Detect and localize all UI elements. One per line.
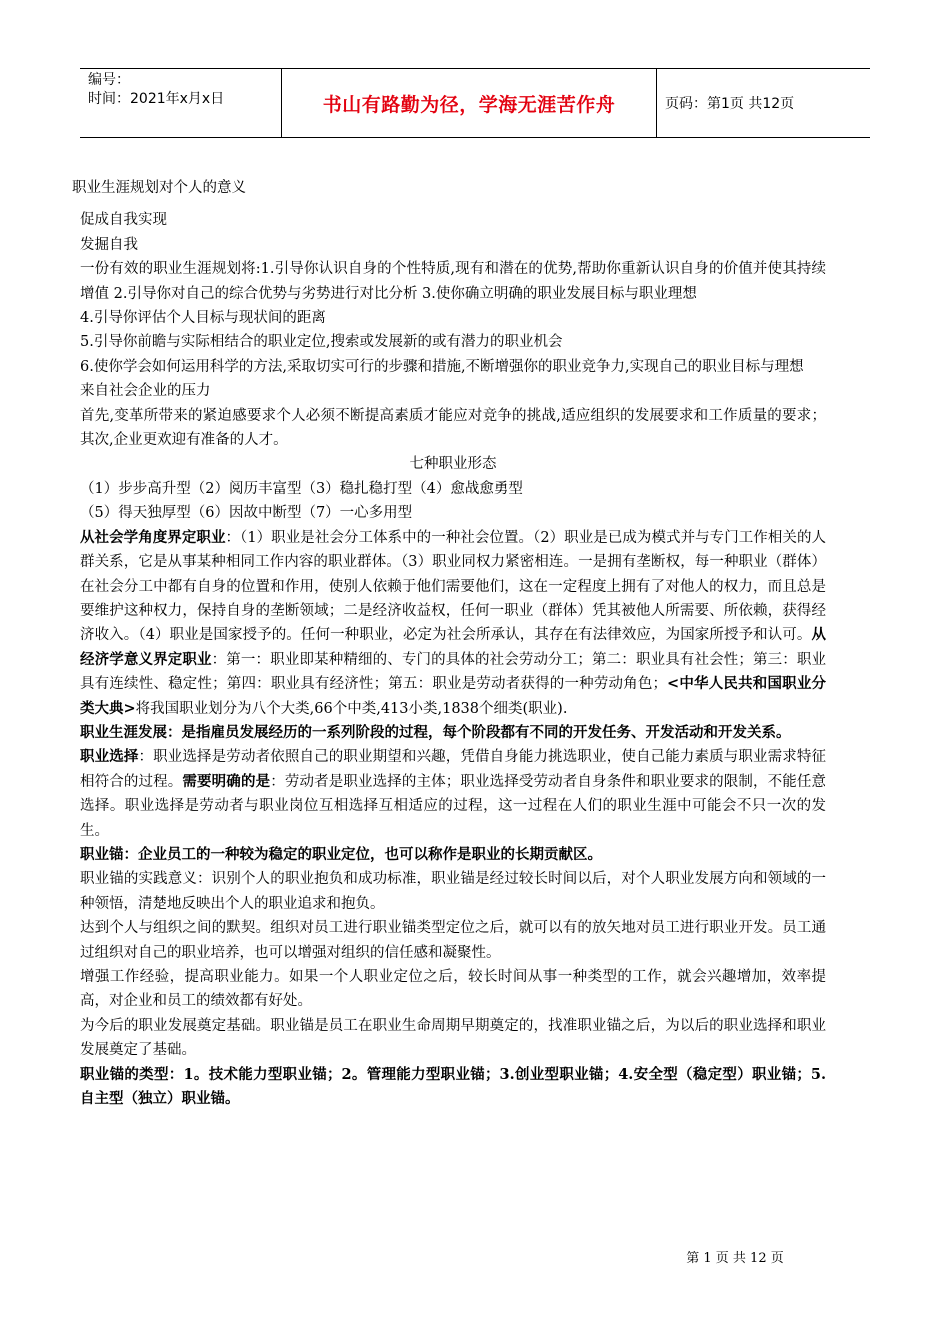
page-footer: 第 1 页 共 12 页 [686, 1251, 784, 1266]
paragraph: 促成自我实现 [80, 212, 167, 229]
paragraph [80, 721, 826, 745]
document-time-label: 时间：2021年x月x日 [88, 91, 225, 107]
header-page-info: 页码：第1页 共12页 [665, 96, 795, 112]
paragraph: （1）步步高升型（2）阅历丰富型（3）稳扎稳打型（4）愈战愈勇型 [80, 480, 523, 497]
header-meta [80, 69, 282, 137]
paragraph: （5）得天独厚型（6）因故中断型（7）一心多用型 [80, 505, 413, 522]
document-header [80, 68, 870, 138]
paragraph: 发掘自我 [80, 236, 138, 253]
section-title: 职业生涯规划对个人的意义 [72, 180, 246, 196]
paragraph-text: ：第一：职业即某种精细的、专门的具体的社会劳动分工；第二：职业具有社会性；第三：职业具有连续性、稳定性；第四：职业具有经济性；第五：职业是劳动者获得的一种劳动角色； [80, 651, 826, 693]
header-motto: 书山有路勤为径，学海无涯苦作舟 [282, 69, 657, 137]
paragraph: 5.引导你前瞻与实际相结合的职业定位,搜索或发展新的或有潜力的职业机会 [80, 334, 563, 351]
document-number-label: 编号： [88, 72, 130, 88]
paragraph: 达到个人与组织之间的默契。组织对员工进行职业锚类型定位之后，就可以有的放矢地对员工进行职业开发。员工通过组织对自己的职业培养，也可以增强对组织的信任感和凝聚性。 [80, 920, 826, 961]
document-body [72, 176, 827, 1111]
paragraph: 首先,变革所带来的紧迫感要求个人必须不断提高素质才能应对竞争的挑战,适应组织的发展要求和工作质量的要求；其次,企业更欢迎有准备的人才。 [80, 407, 826, 449]
bold-term: <中华人民共和国职业分类大典> [80, 675, 827, 717]
paragraph: 来自社会企业的压力 [80, 383, 211, 400]
paragraph-text: ：职业选择是劳动者依照自己的职业期望和兴趣，凭借自身能力挑选职业，使自己能力素质与职业需求特征相符合的过程。 [80, 749, 827, 790]
paragraph: 4.引导你评估个人目标与现状间的距离 [80, 310, 326, 327]
paragraph [80, 1063, 826, 1112]
paragraph-text: ：（1）职业是社会分工体系中的一种社会位置。（2）职业是已成为模式并与专门工作相关的人群关系，它是从事某种相同工作内容的职业群体。（3）职业同权力紧密相连。一是拥有垄断权，每一种职业（群体）在社会分工中都有自身的位置和作用，使别人依赖于他们需要他们，这在一定程度上拥有了对他人的权力，而且总是要维护这种权力，保持自身的垄断领域；二是经济收益权，任何一职业（群体）凭其被他人所需要、所依赖，获得经济收入。（4）职业是国家授予的。任何一种职业，必定为社会所承认，其存在有法律效应，为国家所授予和认可。 [80, 529, 827, 644]
bold-term: 从社会学角度界定职业 [80, 528, 226, 546]
paragraph [80, 843, 826, 867]
bold-term: 从经济学意义界定职业 [80, 626, 826, 668]
paragraph [80, 745, 826, 843]
paragraph: 为今后的职业发展奠定基础。职业锚是员工在职业生命周期早期奠定的，找准职业锚之后，为以后的职业选择和职业发展奠定了基础。 [80, 1017, 826, 1059]
paragraph: 增强工作经验，提高职业能力。如果一个人职业定位之后，较长时间从事一种类型的工作，就会兴趣增加，效率提高，对企业和员工的绩效都有好处。 [80, 969, 826, 1010]
paragraph-text: 将我国职业划分为八个大类,66个中类,413小类,1838个细类(职业). [135, 700, 568, 717]
bold-term: 需要明确的是 [182, 772, 271, 790]
section-heading: 七种职业形态 [409, 456, 497, 473]
bold-term: 职业选择 [80, 748, 139, 766]
paragraph: 职业锚的实践意义：识别个人的职业抱负和成功标准，职业锚是经过较长时间以后，对个人职业发展方向和领域的一种领悟，清楚地反映出个人的职业追求和抱负。 [80, 871, 826, 912]
bold-term: 职业锚的类型：1。技术能力型职业锚；2。管理能力型职业锚；3.创业型职业锚；4.安全型（稳定型）职业锚；5.自主型（独立）职业锚。 [80, 1065, 826, 1108]
bold-term: 职业锚：企业员工的一种较为稳定的职业定位，也可以称作是职业的长期贡献区。 [80, 845, 602, 863]
bold-term: 职业生涯发展：是指雇员发展经历的一系列阶段的过程，每个阶段都有不同的开发任务、开发活动和开发关系。 [80, 723, 791, 741]
paragraph [80, 526, 826, 721]
paragraph-text: ：劳动者是职业选择的主体；职业选择受劳动者自身条件和职业要求的限制，不能任意选择。职业选择是劳动者与职业岗位互相选择互相适应的过程，这一过程在人们的职业生涯中可能会不只一次的发生。 [80, 773, 827, 839]
paragraph: 一份有效的职业生涯规划将:1.引导你认识自身的个性特质,现有和潜在的优势,帮助你重新认识自身的价值并使其持续增值 2.引导你对自己的综合优势与劣势进行对比分析 3.使你确立明确的职业发展目标与职业理想 [80, 261, 826, 302]
paragraph: 6.使你学会如何运用科学的方法,采取切实可行的步骤和措施,不断增强你的职业竞争力,实现自己的职业目标与理想 [80, 358, 804, 375]
